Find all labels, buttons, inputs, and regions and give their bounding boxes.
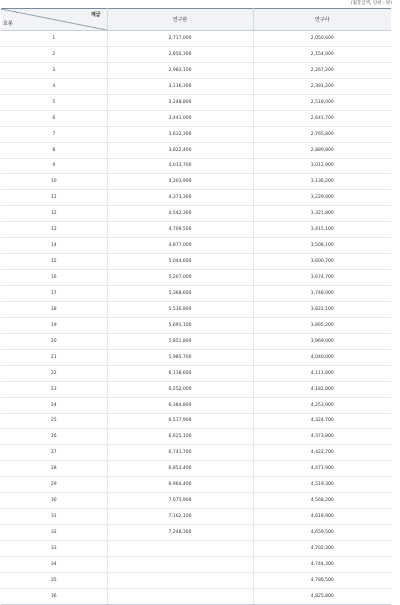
researcher-salary-cell: 2,391,200 [253,78,391,94]
senior-salary-cell: 3,116,300 [107,78,253,94]
step-cell: 22 [1,365,107,381]
researcher-salary-cell: 4,568,200 [253,493,391,509]
step-cell: 18 [1,301,107,317]
table-row [1,254,391,270]
researcher-salary-cell: 2,765,800 [253,126,391,142]
senior-salary-cell: 6,118,600 [107,365,253,381]
researcher-salary-cell: 4,040,000 [253,349,391,365]
researcher-salary-cell: 4,702,300 [253,541,391,557]
header-researcher: 연구사 [253,9,391,31]
senior-salary-cell: 4,203,900 [107,174,253,190]
senior-salary-cell: 4,373,300 [107,190,253,206]
researcher-salary-cell: 4,471,900 [253,461,391,477]
step-cell: 4 [1,78,107,94]
researcher-salary-cell: 3,969,000 [253,333,391,349]
senior-salary-cell: 5,691,100 [107,317,253,333]
step-cell: 7 [1,126,107,142]
table-row [1,78,391,94]
senior-salary-cell: 6,384,800 [107,397,253,413]
table-row [1,445,391,461]
step-cell: 5 [1,94,107,110]
table-row [1,397,391,413]
header-researcher-senior: 연구관 [107,9,253,31]
step-cell: 31 [1,509,107,525]
researcher-salary-cell: 3,012,900 [253,158,391,174]
researcher-salary-cell: 4,519,300 [253,477,391,493]
senior-salary-cell: 4,709,500 [107,222,253,238]
senior-salary-cell [107,541,253,557]
researcher-salary-cell: 3,321,800 [253,206,391,222]
researcher-salary-cell: 4,825,800 [253,588,391,604]
table-row [1,556,391,572]
corner-header-cell [1,9,107,31]
step-cell: 25 [1,413,107,429]
table-row [1,142,391,158]
table-row [1,222,391,238]
step-cell: 14 [1,238,107,254]
table-row [1,46,391,62]
senior-salary-cell: 6,252,000 [107,381,253,397]
table-row [1,126,391,142]
researcher-salary-cell: 4,659,500 [253,525,391,541]
senior-salary-cell: 7,248,300 [107,525,253,541]
researcher-salary-cell: 4,373,800 [253,429,391,445]
table-header-row [1,9,391,31]
table-row [1,94,391,110]
senior-salary-cell: 4,542,300 [107,206,253,222]
researcher-salary-cell: 4,111,600 [253,365,391,381]
researcher-salary-cell: 4,182,800 [253,381,391,397]
step-cell: 23 [1,381,107,397]
table-row [1,317,391,333]
unit-note: (월봉급액, 단위 : 원) [350,1,392,6]
researcher-salary-cell: 3,229,000 [253,190,391,206]
step-cell: 6 [1,110,107,126]
table-row [1,509,391,525]
step-cell: 27 [1,445,107,461]
table-row [1,525,391,541]
senior-salary-cell: 2,850,300 [107,46,253,62]
senior-salary-cell: 2,717,000 [107,31,253,47]
researcher-salary-cell: 3,136,200 [253,174,391,190]
table-row [1,333,391,349]
researcher-salary-cell: 3,674,700 [253,270,391,286]
researcher-salary-cell: 3,895,200 [253,317,391,333]
senior-salary-cell: 2,983,100 [107,62,253,78]
step-cell: 1 [1,31,107,47]
step-cell: 10 [1,174,107,190]
step-cell: 15 [1,254,107,270]
researcher-salary-cell: 3,748,000 [253,286,391,302]
researcher-salary-cell: 3,415,100 [253,222,391,238]
step-cell: 2 [1,46,107,62]
researcher-salary-cell: 4,744,300 [253,556,391,572]
step-cell: 32 [1,525,107,541]
header-step-label: 호봉 [3,21,13,27]
table-row [1,270,391,286]
senior-salary-cell: 7,162,100 [107,509,253,525]
table-row [1,301,391,317]
researcher-salary-cell: 2,267,200 [253,62,391,78]
table-body [1,31,391,605]
table-row [1,477,391,493]
step-cell: 24 [1,397,107,413]
table-row [1,286,391,302]
researcher-salary-cell: 4,324,700 [253,413,391,429]
senior-salary-cell: 5,530,800 [107,301,253,317]
step-cell: 33 [1,541,107,557]
step-cell: 16 [1,270,107,286]
table-row [1,541,391,557]
step-cell: 30 [1,493,107,509]
senior-salary-cell: 3,248,800 [107,94,253,110]
senior-salary-cell: 6,964,400 [107,477,253,493]
table-row [1,349,391,365]
researcher-salary-cell: 4,786,500 [253,572,391,588]
researcher-salary-cell: 3,822,100 [253,301,391,317]
table-row [1,31,391,47]
table-row [1,461,391,477]
researcher-salary-cell: 2,641,700 [253,110,391,126]
senior-salary-cell: 7,075,900 [107,493,253,509]
table-row [1,493,391,509]
senior-salary-cell: 6,741,700 [107,445,253,461]
table-row [1,429,391,445]
header-rank-label: 계급 [90,12,101,18]
senior-salary-cell: 5,207,000 [107,270,253,286]
salary-table [1,8,391,605]
senior-salary-cell [107,588,253,604]
table-row [1,238,391,254]
step-cell: 17 [1,286,107,302]
researcher-salary-cell: 2,518,000 [253,94,391,110]
step-cell: 35 [1,572,107,588]
senior-salary-cell: 4,877,000 [107,238,253,254]
senior-salary-cell: 6,853,400 [107,461,253,477]
step-cell: 12 [1,206,107,222]
senior-salary-cell [107,572,253,588]
table-row [1,588,391,604]
step-cell: 13 [1,222,107,238]
senior-salary-cell: 5,044,600 [107,254,253,270]
step-cell: 26 [1,429,107,445]
table-row [1,158,391,174]
senior-salary-cell [107,556,253,572]
researcher-salary-cell: 2,050,600 [253,31,391,47]
table-row [1,110,391,126]
senior-salary-cell: 6,517,900 [107,413,253,429]
researcher-salary-cell: 4,618,900 [253,509,391,525]
step-cell: 8 [1,142,107,158]
senior-salary-cell: 3,632,300 [107,126,253,142]
senior-salary-cell: 5,985,700 [107,349,253,365]
researcher-salary-cell: 4,422,700 [253,445,391,461]
senior-salary-cell: 3,822,400 [107,142,253,158]
table-row [1,174,391,190]
step-cell: 19 [1,317,107,333]
step-cell: 11 [1,190,107,206]
table-row [1,190,391,206]
senior-salary-cell: 6,625,100 [107,429,253,445]
senior-salary-cell: 5,851,800 [107,333,253,349]
step-cell: 29 [1,477,107,493]
step-cell: 34 [1,556,107,572]
senior-salary-cell: 5,368,600 [107,286,253,302]
step-cell: 20 [1,333,107,349]
senior-salary-cell: 3,441,000 [107,110,253,126]
table-row [1,381,391,397]
salary-table-wrapper [1,8,391,605]
step-cell: 3 [1,62,107,78]
researcher-salary-cell: 2,889,800 [253,142,391,158]
table-row [1,413,391,429]
step-cell: 9 [1,158,107,174]
researcher-salary-cell: 3,600,700 [253,254,391,270]
table-row [1,62,391,78]
table-row [1,365,391,381]
researcher-salary-cell: 4,253,900 [253,397,391,413]
step-cell: 36 [1,588,107,604]
researcher-salary-cell: 3,508,100 [253,238,391,254]
researcher-salary-cell: 2,154,000 [253,46,391,62]
step-cell: 28 [1,461,107,477]
table-row [1,572,391,588]
table-row [1,206,391,222]
senior-salary-cell: 4,013,700 [107,158,253,174]
step-cell: 21 [1,349,107,365]
